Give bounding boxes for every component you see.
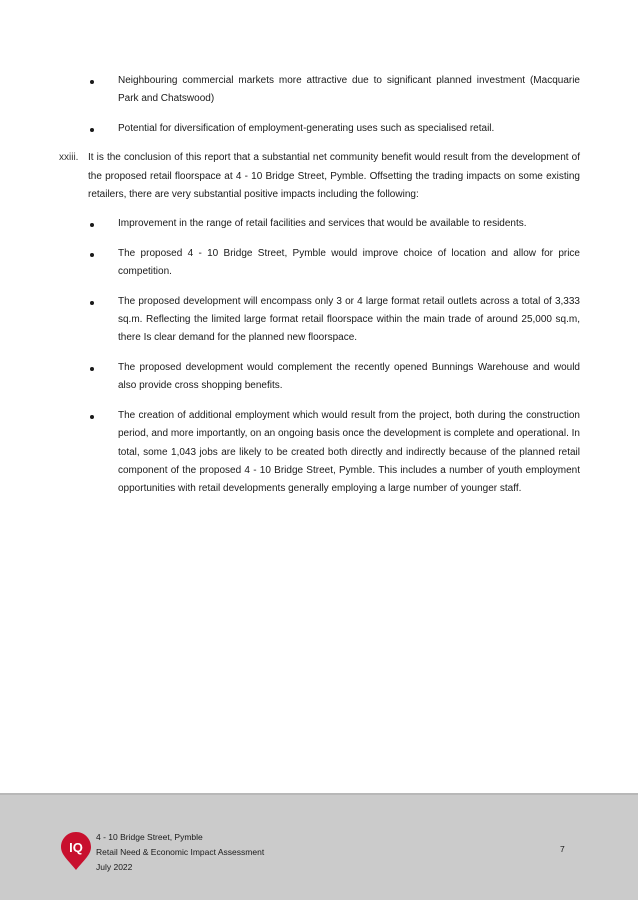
iq-logo-icon [60,831,92,871]
bullet-dot [90,80,94,84]
page-content [0,72,638,510]
footer-date: July 2022 [96,862,133,872]
bullet-item [118,245,580,282]
bullet-item [118,72,580,109]
bullet-dot [90,301,94,305]
paragraph-text: It is the conclusion of this report that a substantial net community benefit would result from the development of the proposed retail floorspace at 4 - 10 Bridge Street, Pymble. Offsetting the trading impacts on some existing retailers, there are very substantial positive impacts including the following: [88,152,580,201]
bullet-text: Neighbouring commercial markets more attractive due to significant planned investment (Macquarie Park and Chatswood) [118,75,580,105]
bullet-item [118,407,580,499]
bullet-text: The proposed development would complement the recently opened Bunnings Warehouse and would also provide cross shopping benefits. [118,361,580,392]
footer-report-title: Retail Need & Economic Impact Assessment [96,847,265,857]
bullet-text: Improvement in the range of retail facilities and services that would be available to residents. [118,218,527,230]
bullet-dot [90,223,94,227]
bullet-text: The creation of additional employment which would result from the project, both during the construction period, and more importantly, on an ongoing basis once the development is complete and operational. In total, some 1,043 jobs are likely to be created both directly and indirectly because of the planned retail component of the proposed 4 - 10 Bridge Street, Pymble. This includes a number of youth employment opportunities with retail developments generally employing a large number of younger staff. [118,409,580,495]
paragraph-number: xxiii. [59,152,79,164]
footer-address: 4 - 10 Bridge Street, Pymble [96,832,203,842]
logo-text: IQ [69,840,83,855]
bullet-item [118,359,580,396]
bullet-text: The proposed 4 - 10 Bridge Street, Pymble would improve choice of location and allow for price competition. [118,247,580,278]
bullet-dot [90,415,94,419]
footer-info [96,830,264,875]
bullet-item [118,215,580,233]
page-number: 7 [560,844,565,854]
bullet-item [118,120,580,138]
bullet-dot [90,253,94,257]
numbered-paragraph [59,149,580,204]
bullet-dot [90,128,94,132]
page-footer [0,793,638,900]
bullet-dot [90,367,94,371]
bullet-text: Potential for diversification of employment-generating uses such as specialised retail. [118,122,495,134]
bullet-text: The proposed development will encompass only 3 or 4 large format retail outlets across a total of 3,333 sq.m. Reflecting the limited large format retail floorspace within the main trade of around 25,000 sq.m, there Is clear demand for the planned new floorspace. [118,295,580,344]
bullet-item [118,293,580,348]
